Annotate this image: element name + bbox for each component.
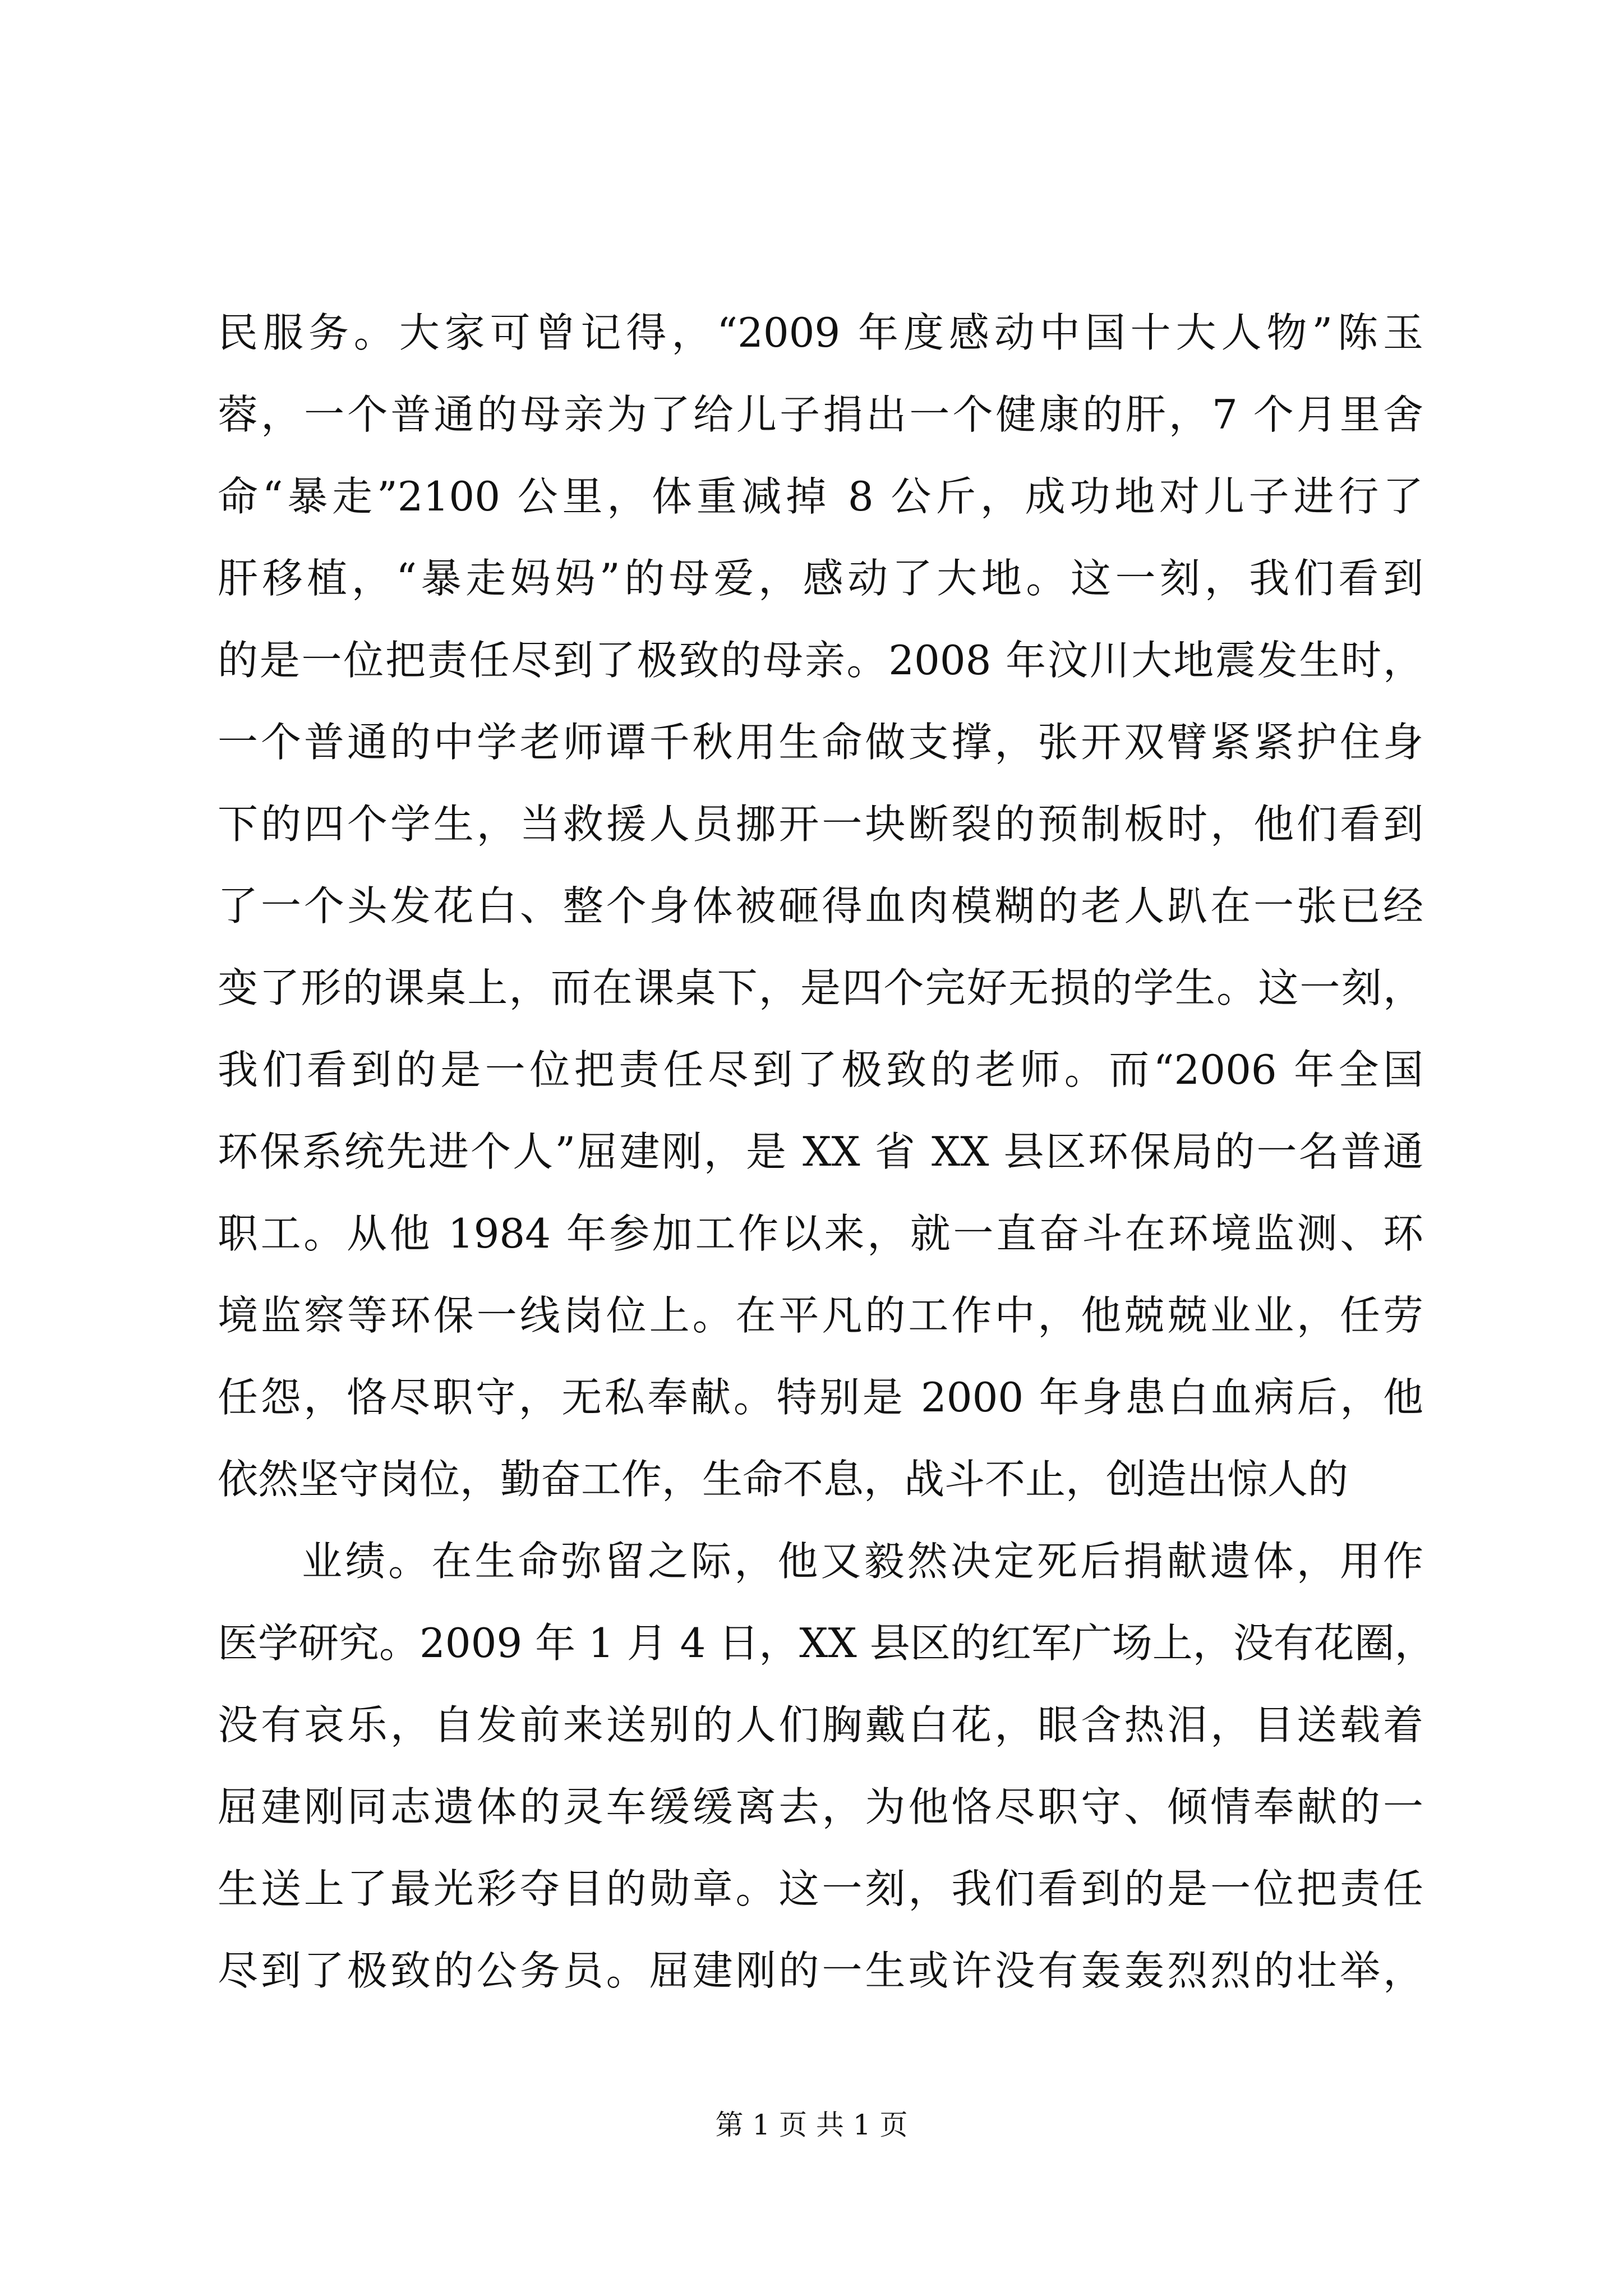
text-line: 变了形的课桌上，而在课桌下，是四个完好无损的学生。这一刻，	[218, 964, 1423, 1011]
text-line: 职工。从他 1984 年参加工作以来，就一直奋斗在环境监测、环	[218, 1210, 1423, 1257]
text-line: 境监察等环保一线岗位上。在平凡的工作中，他兢兢业业，任劳	[218, 1292, 1423, 1339]
text-line: 民服务。大家可曾记得，“2009 年度感动中国十大人物”陈玉	[218, 309, 1423, 356]
text-line: 我们看到的是一位把责任尽到了极致的老师。而“2006 年全国	[218, 1046, 1423, 1093]
text-line: 下的四个学生，当救援人员挪开一块断裂的预制板时，他们看到	[218, 800, 1423, 848]
text-line: 环保系统先进个人”屈建刚，是 XX 省 XX 县区环保局的一名普通	[218, 1128, 1423, 1175]
text-line: 生送上了最光彩夺目的勋章。这一刻，我们看到的是一位把责任	[218, 1865, 1423, 1912]
text-line: 蓉，一个普通的母亲为了给儿子捐出一个健康的肝，7 个月里舍	[218, 391, 1423, 438]
text-line: 了一个头发花白、整个身体被砸得血肉模糊的老人趴在一张已经	[218, 882, 1423, 930]
text-line: 医学研究。2009 年 1 月 4 日，XX 县区的红军广场上，没有花圈，	[218, 1619, 1435, 1667]
text-line: 命“暴走”2100 公里，体重减掉 8 公斤，成功地对儿子进行了	[218, 473, 1423, 520]
page-number-footer: 第 1 页 共 1 页	[715, 2109, 908, 2141]
paragraph-start-line: 业绩。在生命弥留之际，他又毅然决定死后捐献遗体，用作	[302, 1538, 1423, 1585]
text-line: 依然坚守岗位，勤奋工作，生命不息，战斗不止，创造出惊人的	[218, 1456, 1349, 1503]
text-line: 没有哀乐，自发前来送别的人们胸戴白花，眼含热泪，目送载着	[218, 1701, 1423, 1749]
body-text	[218, 292, 1435, 2012]
text-line: 屈建刚同志遗体的灵车缓缓离去，为他恪尽职守、倾情奉献的一	[218, 1783, 1423, 1830]
text-line: 一个普通的中学老师谭千秋用生命做支撑，张开双臂紧紧护住身	[218, 719, 1423, 766]
text-line: 肝移植，“暴走妈妈”的母爱，感动了大地。这一刻，我们看到	[218, 555, 1423, 602]
text-line: 的是一位把责任尽到了极致的母亲。2008 年汶川大地震发生时，	[218, 637, 1423, 684]
text-line: 任怨，恪尽职守，无私奉献。特别是 2000 年身患白血病后，他	[218, 1374, 1423, 1421]
text-line: 尽到了极致的公务员。屈建刚的一生或许没有轰轰烈烈的壮举，	[218, 1947, 1423, 1994]
